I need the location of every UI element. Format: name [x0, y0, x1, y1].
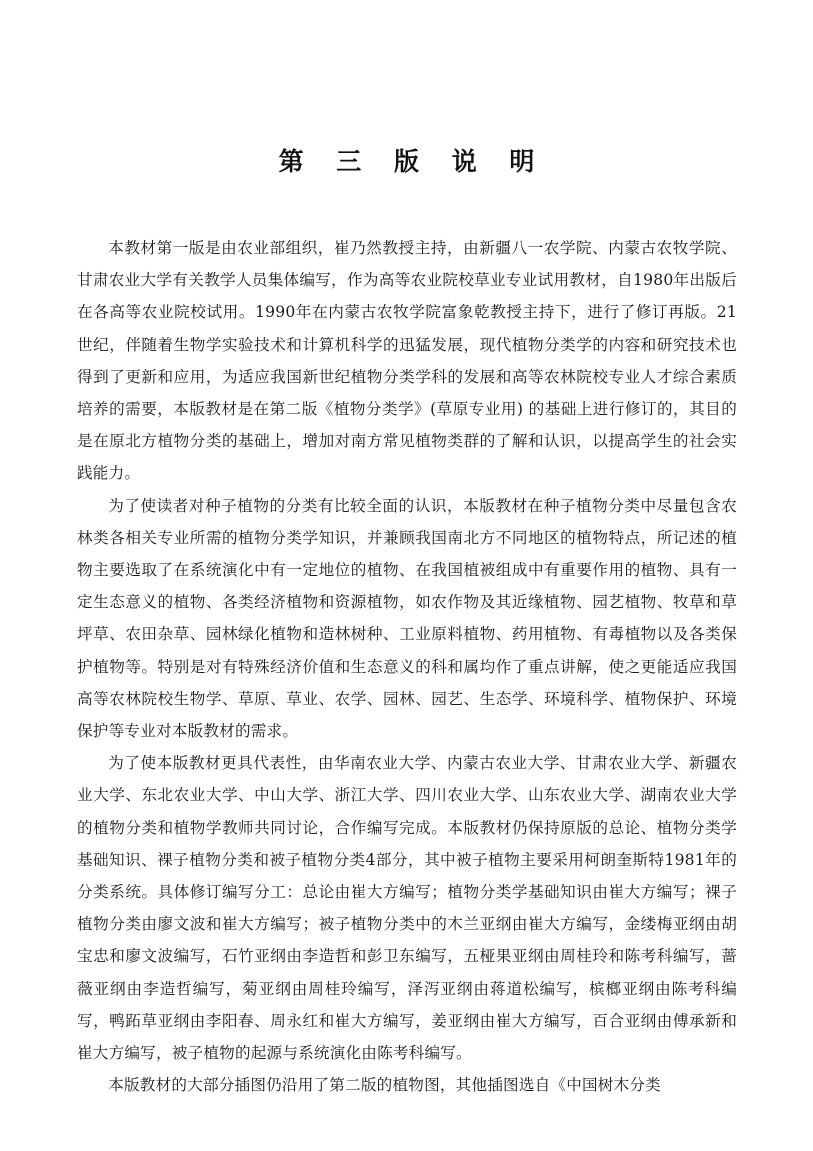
paragraph-edition-history: 本教材第一版是由农业部组织，崔乃然教授主持，由新疆八一农学院、内蒙古农牧学院、甘肃农业大学有关教学人员集体编写，作为高等农业院校草业专业试用教材，自1980年出版后在各高等农业院校试用。1990年在内蒙古农牧学院富象乾教授主持下，进行了修订再版。21世纪，伴随着生物学实验技术和计算机科学的迅猛发展，现代植物分类学的内容和研究技术也得到了更新和应用，为适应我国新世纪植物分类学科的发展和高等农林院校专业人才综合素质培养的需要，本版教材是在第二版《植物分类学》(草原专业用) 的基础上进行修订的，其目的是在原北方植物分类的基础上，增加对南方常见植物类群的了解和认识，以提高学生的社会实践能力。 — [77, 239, 737, 483]
page-title: 第 三 版 说 明 — [278, 147, 547, 176]
paragraph-content-scope: 为了使读者对种子植物的分类有比较全面的认识，本版教材在种子植物分类中尽量包含农林类各相关专业所需的植物分类学知识，并兼顾我国南北方不同地区的植物特点，所记述的植物主要选取了在系统演化中有一定地位的植物、在我国植被组成中有重要作用的植物、具有一定生态意义的植物、各类经济植物和资源植物，如农作物及其近缘植物、园艺植物、牧草和草坪草、农田杂草、园林绿化植物和造林树种、工业原料植物、药用植物、有毒植物以及各类保护植物等。特别是对有特殊经济价值和生态意义的科和属均作了重点讲解，使之更能适应我国高等农林院校生物学、草原、草业、农学、园林、园艺、生态学、环境科学、植物保护、环境保护等专业对本版教材的需求。 — [77, 496, 737, 741]
body-text — [77, 232, 737, 1101]
paragraph-authors: 为了使本版教材更具代表性，由华南农业大学、内蒙古农业大学、甘肃农业大学、新疆农业大学、东北农业大学、中山大学、浙江大学、四川农业大学、山东农业大学、湖南农业大学的植物分类和植物学教师共同讨论，合作编写完成。本版教材仍保持原版的总论、植物分类学基础知识、裸子植物分类和被子植物分类4部分，其中被子植物主要采用柯朗奎斯特1981年的分类系统。具体修订编写分工：总论由崔大方编写；植物分类学基础知识由崔大方编写；裸子植物分类由廖文波和崔大方编写；被子植物分类中的木兰亚纲由崔大方编写，金缕梅亚纲由胡宝忠和廖文波编写，石竹亚纲由李造哲和彭卫东编写，五桠果亚纲由周桂玲和陈考科编写，蔷薇亚纲由李造哲编写，菊亚纲由周桂玲编写，泽泻亚纲由蒋道松编写，槟榔亚纲由陈考科编写，鸭跖草亚纲由李阳春、周永红和崔大方编写，姜亚纲由崔大方编写，百合亚纲由傅承新和崔大方编写，被子植物的起源与系统演化由陈考科编写。 — [77, 754, 737, 1063]
paragraph-illustrations: 本版教材的大部分插图仍沿用了第二版的植物图，其他插图选自《中国树木分类 — [108, 1076, 661, 1095]
